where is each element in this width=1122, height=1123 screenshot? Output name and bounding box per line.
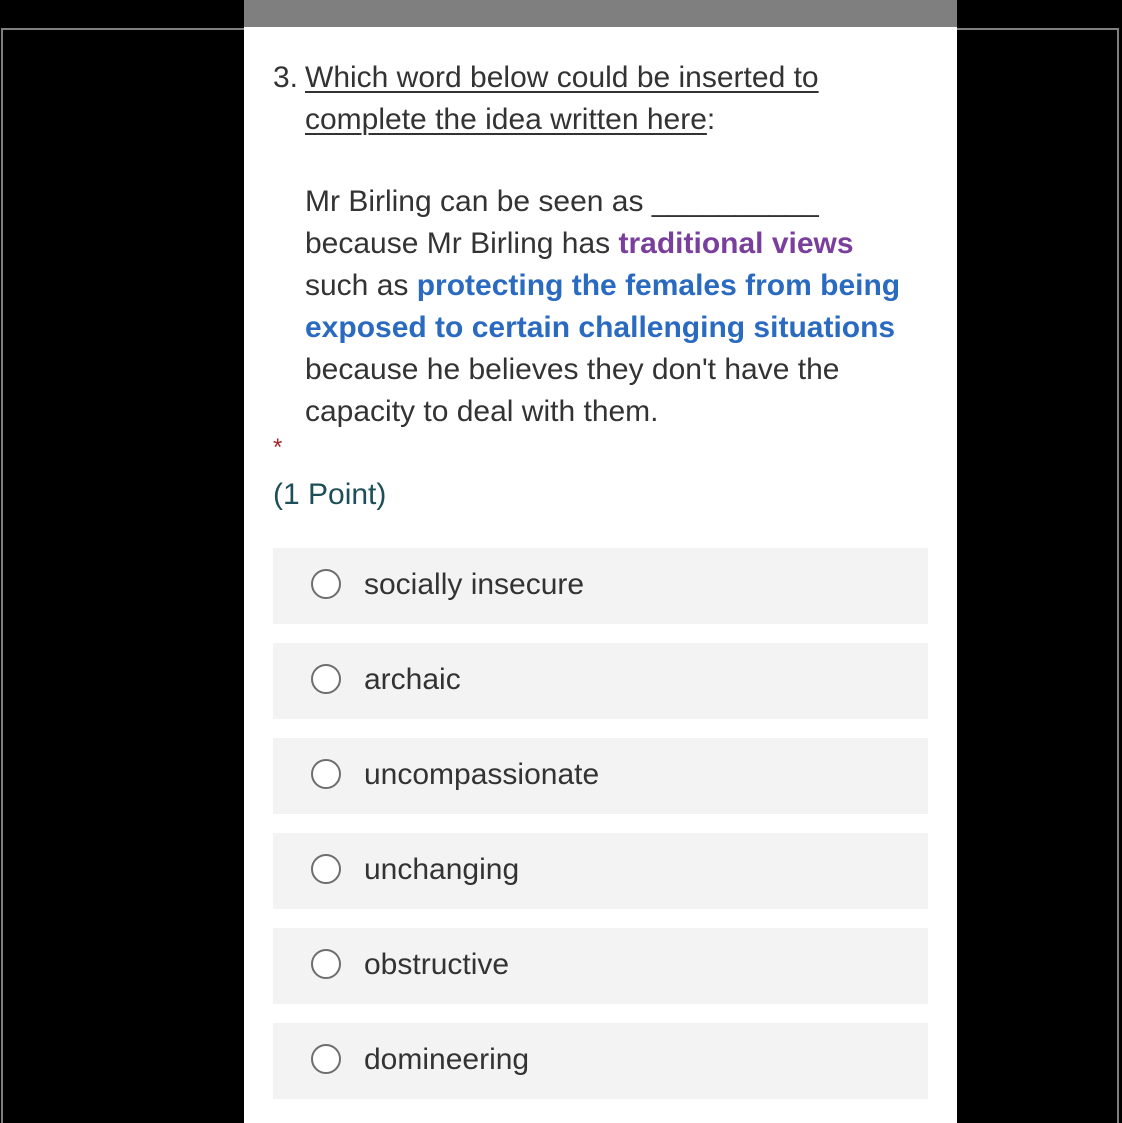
option-label: unchanging <box>364 853 520 886</box>
radio-button[interactable] <box>311 854 341 884</box>
option-label: obstructive <box>364 948 510 981</box>
question-body <box>305 181 925 433</box>
question-body-part1: Mr Birling can be seen as __________ because Mr Birling has <box>305 185 819 260</box>
option-domineering[interactable] <box>273 1023 928 1099</box>
option-unchanging[interactable] <box>273 833 928 909</box>
question-title-text: Which word below could be inserted to complete the idea written here <box>305 61 819 136</box>
question-title-suffix: : <box>706 103 716 136</box>
option-label: socially insecure <box>364 568 585 601</box>
option-label: archaic <box>364 663 461 696</box>
radio-button[interactable] <box>311 949 341 979</box>
question-title <box>305 57 925 141</box>
question-number: 3. <box>273 61 299 94</box>
points-label: (1 Point) <box>273 478 387 511</box>
question-body-part3: because he believes they don't have the capacity to deal with them. <box>305 353 840 428</box>
option-label: uncompassionate <box>364 758 600 791</box>
option-obstructive[interactable] <box>273 928 928 1004</box>
option-archaic[interactable] <box>273 643 928 719</box>
option-socially-insecure[interactable] <box>273 548 928 624</box>
question-panel <box>244 27 957 1123</box>
highlight-traditional-views: traditional views <box>618 227 854 260</box>
option-uncompassionate[interactable] <box>273 738 928 814</box>
radio-button[interactable] <box>311 759 341 789</box>
required-asterisk: * <box>273 434 283 461</box>
top-bar <box>244 0 957 27</box>
highlight-protecting-females: protecting the females from being exposed to certain challenging situations <box>305 269 901 344</box>
option-label: domineering <box>364 1043 530 1076</box>
answer-options <box>273 548 928 1118</box>
radio-button[interactable] <box>311 569 341 599</box>
radio-button[interactable] <box>311 1044 341 1074</box>
radio-button[interactable] <box>311 664 341 694</box>
question-body-part2: such as <box>305 269 417 302</box>
